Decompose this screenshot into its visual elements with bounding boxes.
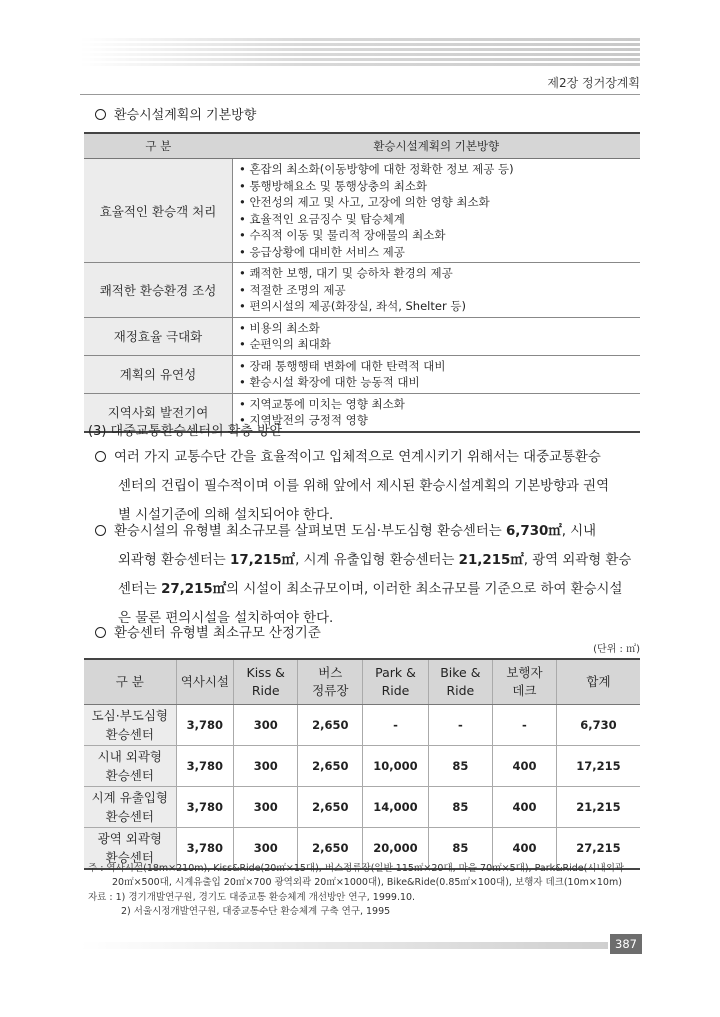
table2-cell: 300 xyxy=(234,787,298,828)
direction-item: • 편의시설의 제공(화장실, 좌석, Shelter 등) xyxy=(239,299,466,313)
header-line: 합계 xyxy=(586,674,611,689)
center-type-line: 광역 외곽형 xyxy=(97,831,162,846)
text-span: 센터는 xyxy=(118,582,162,597)
table2-cell: 300 xyxy=(234,746,298,787)
paragraph-2 xyxy=(95,517,643,633)
chapter-title: 제2장 정거장계획 xyxy=(547,76,640,90)
table2-cell: 20,000 xyxy=(363,828,429,870)
center-type-line: 시내 외곽형 xyxy=(97,749,162,764)
header-line: 구 분 xyxy=(115,674,144,689)
table2-cell: - xyxy=(363,705,429,746)
row-category: 쾌적한 환승환경 조성 xyxy=(84,263,233,318)
table2-cell: - xyxy=(492,705,556,746)
direction-item: • 순편익의 최대화 xyxy=(239,337,331,351)
center-type-line: 시계 유출입형 xyxy=(91,790,169,805)
table2-header-cell xyxy=(363,659,429,705)
section-bullet-text: 환승시설계획의 기본방향 xyxy=(114,108,257,123)
area-value: 27,215㎡ xyxy=(161,582,227,597)
header-line: 정류장 xyxy=(312,683,349,698)
circle-bullet-icon xyxy=(95,627,106,638)
table2-cell: 2,650 xyxy=(298,705,363,746)
row-category: 효율적인 환승객 처리 xyxy=(84,159,233,263)
table2-cell: 300 xyxy=(234,828,298,870)
table2-header-cell xyxy=(84,659,176,705)
table2-cell: 10,000 xyxy=(363,746,429,787)
table2-row xyxy=(84,746,640,787)
source-line-2: 2) 서울시정개발연구원, 대중교통수단 환승체계 구축 연구, 1995 xyxy=(121,906,391,917)
table2-cell: 2,650 xyxy=(298,787,363,828)
note-line-1: 주 : 역사시설(18m×210m), Kiss&Ride(20㎡×15대), 버스정류장(일반 115㎡×20대, 마을 70㎡×5대), Park&Ride(시내외곽 xyxy=(88,863,625,874)
direction-item: • 혼잡의 최소화(이동방향에 대한 정확한 정보 제공 등) xyxy=(239,162,514,176)
text-span: 은 물론 편의시설을 설치하여야 한다. xyxy=(118,611,334,626)
header-line: 데크 xyxy=(512,683,537,698)
direction-item: • 안전성의 제고 및 사고, 고장에 의한 영향 최소화 xyxy=(239,195,490,209)
direction-item: • 응급상황에 대비한 서비스 제공 xyxy=(239,244,405,259)
table2-cell: 6,730 xyxy=(556,705,640,746)
table2-cell: 14,000 xyxy=(363,787,429,828)
center-type-line: 환승센터 xyxy=(105,768,154,783)
center-type-line: 도심·부도심형 xyxy=(91,708,169,723)
table2-cell: 27,215 xyxy=(556,828,640,870)
center-type-line: 환승센터 xyxy=(105,727,154,742)
circle-bullet-icon xyxy=(95,451,106,462)
table2-header-cell xyxy=(176,659,234,705)
area-value: 6,730㎡ xyxy=(505,524,562,539)
table2-cell: - xyxy=(428,705,492,746)
row-category: 계획의 유연성 xyxy=(84,355,233,393)
table2-header-cell xyxy=(298,659,363,705)
table2-cell: 3,780 xyxy=(176,787,234,828)
direction-item: • 효율적인 요금징수 및 탑승체계 xyxy=(239,211,405,226)
paragraph-1-line: 센터의 건립이 필수적이며 이를 위해 앞에서 제시된 환승시설계획의 기본방향과 권역 xyxy=(118,479,610,494)
table2-cell: 21,215 xyxy=(556,787,640,828)
table2-cell: 3,780 xyxy=(176,828,234,870)
table2-cell: 400 xyxy=(492,828,556,870)
direction-item: • 쾌적한 보행, 대기 및 승하차 환경의 제공 xyxy=(239,266,453,280)
table2-cell: 300 xyxy=(234,705,298,746)
basic-direction-table xyxy=(84,132,640,433)
source-line-1: 자료 : 1) 경기개발연구원, 경기도 대중교통 환승체계 개선방안 연구, 1999.10. xyxy=(88,892,416,903)
header-line: Bike & xyxy=(440,665,481,680)
paragraph-1-line: 여러 가지 교통수단 간을 효율적이고 입체적으로 연계시키기 위해서는 대중교통환승 xyxy=(114,450,601,465)
table2-cell: 85 xyxy=(428,787,492,828)
min-scale-table xyxy=(84,658,640,870)
row-items xyxy=(233,317,641,355)
text-span: , 시계 유출입형 환승센터는 xyxy=(295,553,459,568)
text-span: , 광역 외곽형 환승 xyxy=(523,553,632,568)
page-number: 387 xyxy=(610,934,642,954)
circle-bullet-icon xyxy=(95,109,106,120)
table2-header-cell xyxy=(428,659,492,705)
header-line: Ride xyxy=(251,683,280,698)
table1-row xyxy=(84,355,640,393)
table1-row xyxy=(84,159,640,263)
paragraph-3 xyxy=(95,619,643,648)
center-type xyxy=(84,705,176,746)
table2-header-cell xyxy=(234,659,298,705)
header-decoration xyxy=(80,38,640,68)
subsection-heading: (3) 대중교통환승센터의 확충 방안 xyxy=(88,424,283,439)
paragraph-1-line: 별 시설기준에 의해 설치되어야 한다. xyxy=(118,508,334,523)
area-value: 21,215㎡ xyxy=(458,553,524,568)
table2-row xyxy=(84,787,640,828)
row-category: 재정효율 극대화 xyxy=(84,317,233,355)
table2-cell: 17,215 xyxy=(556,746,640,787)
header-line: Park & xyxy=(375,665,416,680)
unit-label: (단위 : ㎡) xyxy=(593,644,640,655)
table2-cell: 2,650 xyxy=(298,828,363,870)
table2-row xyxy=(84,705,640,746)
header-line: 보행자 xyxy=(506,665,543,680)
table2-cell: 2,650 xyxy=(298,746,363,787)
table2-header-cell xyxy=(556,659,640,705)
text-span: 환승시설의 유형별 최소규모를 살펴보면 도심·부도심형 환승센터는 xyxy=(114,524,506,539)
table2-cell: 85 xyxy=(428,746,492,787)
text-span: 의 시설이 최소규모이며, 이러한 최소규모를 기준으로 하여 환승시설 xyxy=(226,582,623,597)
table2-cell: 3,780 xyxy=(176,746,234,787)
table1-row xyxy=(84,317,640,355)
direction-item: • 적절한 조명의 제공 xyxy=(239,282,346,297)
table1-header-category: 구 분 xyxy=(84,133,233,159)
row-items xyxy=(233,263,641,318)
center-type-line: 환승센터 xyxy=(105,809,154,824)
direction-item: • 장래 통행행태 변화에 대한 탄력적 대비 xyxy=(239,358,446,373)
section-bullet xyxy=(95,107,256,125)
center-type-line: 환승센터 xyxy=(105,850,154,865)
direction-item: • 환승시설 확장에 대한 능동적 대비 xyxy=(239,375,420,389)
center-type xyxy=(84,746,176,787)
direction-item: • 통행방해요소 및 통행상충의 최소화 xyxy=(239,178,428,193)
table2-cell: 400 xyxy=(492,787,556,828)
text-span: 외곽형 환승센터는 xyxy=(118,553,230,568)
table1-header-direction: 환승시설계획의 기본방향 xyxy=(233,133,641,159)
footer-decoration xyxy=(80,942,608,949)
header-divider xyxy=(80,94,640,95)
table1-row xyxy=(84,263,640,318)
direction-item: • 수직적 이동 및 물리적 장애물의 최소화 xyxy=(239,228,446,242)
header-line: 역사시설 xyxy=(180,674,230,689)
row-category: 지역사회 발전기여 xyxy=(84,393,233,432)
center-type xyxy=(84,787,176,828)
direction-item: • 지역발전의 긍정적 영향 xyxy=(239,413,368,427)
area-value: 17,215㎡ xyxy=(230,553,296,568)
table2-cell: 3,780 xyxy=(176,705,234,746)
circle-bullet-icon xyxy=(95,525,106,536)
row-items xyxy=(233,355,641,393)
header-line: Ride xyxy=(381,683,410,698)
table2-cell: 400 xyxy=(492,746,556,787)
header-line: 버스 xyxy=(318,665,343,680)
header-line: Kiss & xyxy=(246,665,285,680)
paragraph-3-text: 환승센터 유형별 최소규모 산정기준 xyxy=(114,626,321,641)
table2-header-cell xyxy=(492,659,556,705)
row-items xyxy=(233,393,641,432)
direction-item: • 비용의 최소화 xyxy=(239,320,320,335)
row-items xyxy=(233,159,641,263)
header-line: Ride xyxy=(446,683,475,698)
note-line-2: 20㎡×500대, 시계유출입 20㎡×700 광역외곽 20㎡×1000대), Bike&Ride(0.85㎡×100대), 보행자 데크(10m×10m) xyxy=(112,877,622,888)
text-span: , 시내 xyxy=(561,524,597,539)
direction-item: • 지역교통에 미치는 영향 최소화 xyxy=(239,396,405,411)
table2-cell: 85 xyxy=(428,828,492,870)
